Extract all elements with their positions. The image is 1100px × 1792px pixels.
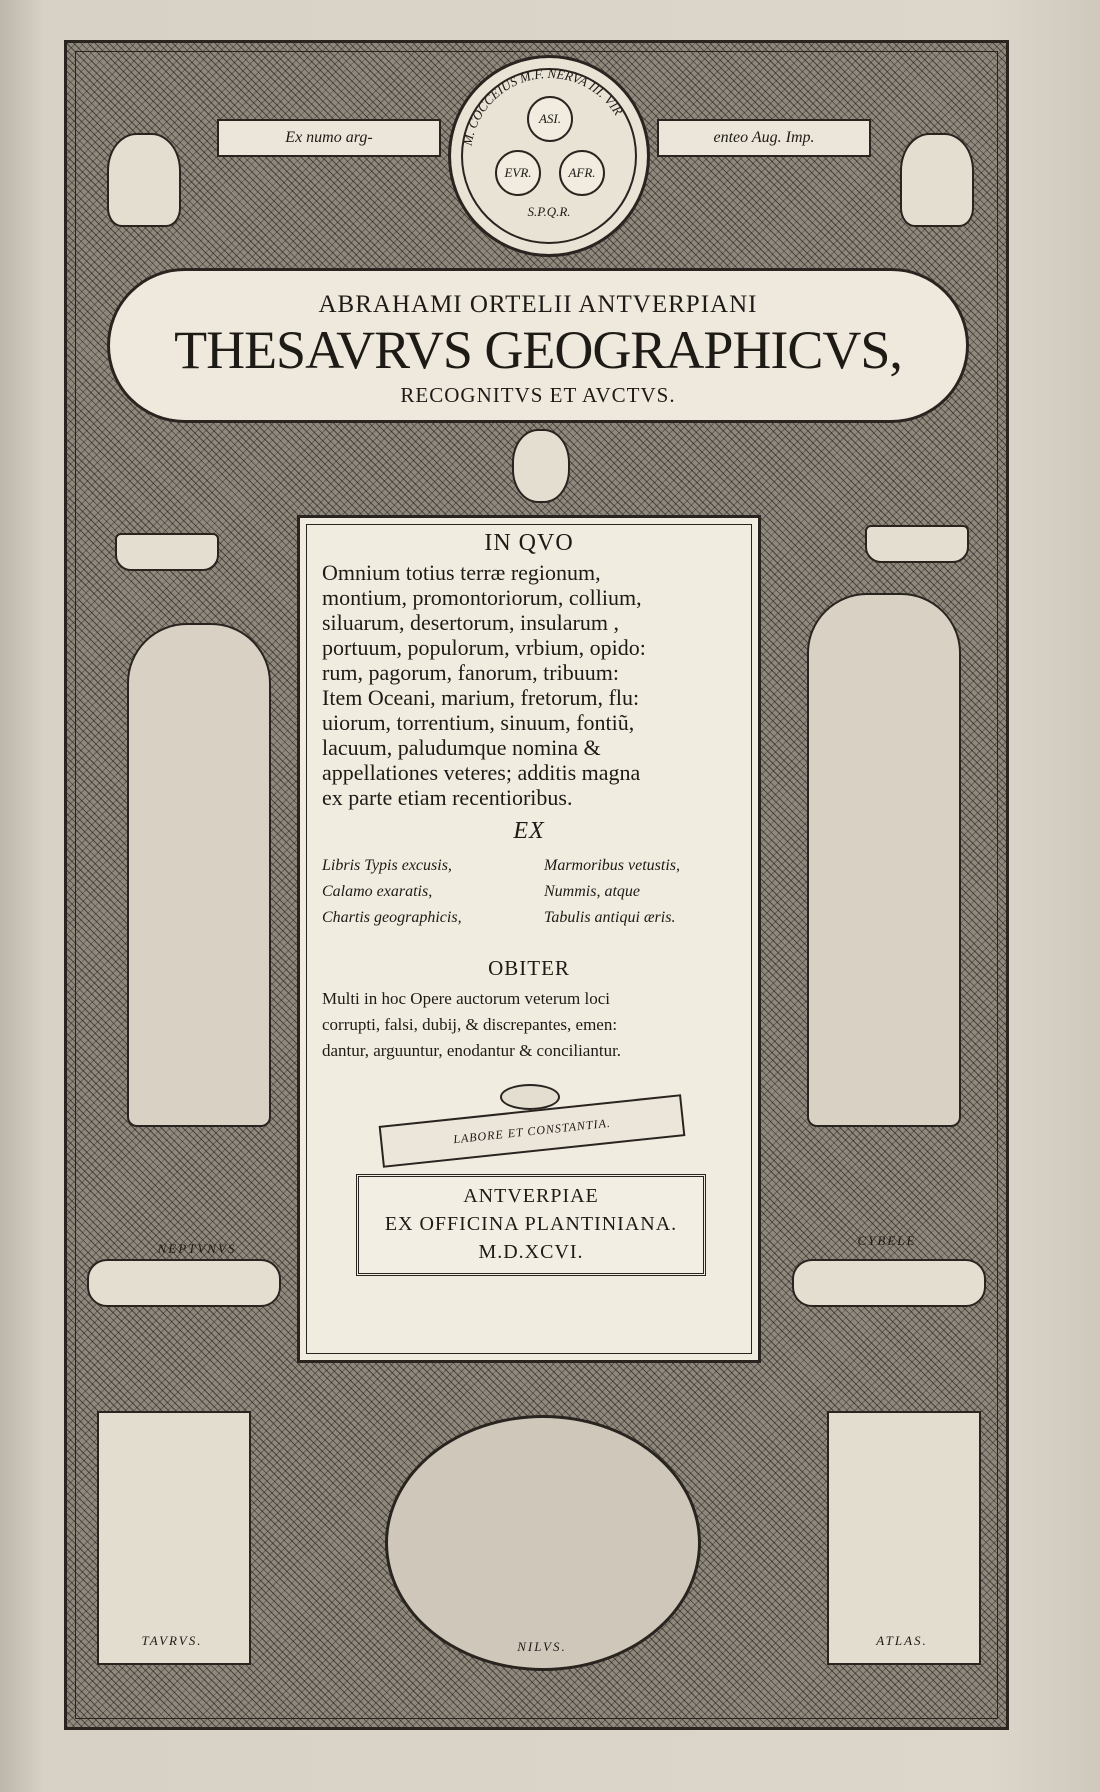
left-crown-ornament [115, 533, 219, 571]
roman-coin-medallion [448, 55, 650, 257]
ex-heading: EX [513, 818, 545, 844]
srcLeft-line: Chartis geographicis, [322, 909, 462, 926]
title-cartouche [107, 268, 969, 423]
srcRight-line: Marmoribus vetustis, [544, 857, 680, 874]
right-crown-ornament [865, 525, 969, 563]
bodyLines-line: appellationes veteres; additis magna [322, 760, 641, 785]
fleuron-ornament [500, 1084, 560, 1110]
atlas-panel [827, 1411, 981, 1665]
bodyLines-line: siluarum, desertorum, insularum , [322, 610, 619, 635]
medallion-legend-text: M. COCCEIUS M.F. NERVA III. VIR [459, 65, 627, 147]
bodyLines-line: ex parte etiam recentioribus. [322, 785, 573, 810]
bodyLines-line: uiorum, torrentium, sinuum, fontiũ, [322, 710, 635, 735]
coin-ribbon-right: enteo Aug. Imp. [657, 119, 871, 157]
coin-ribbon-left: Ex numo arg- [217, 119, 441, 157]
obiterLines-line: dantur, arguuntur, enodantur & conciliantur. [322, 1041, 622, 1060]
nile-label: NILVS. [517, 1639, 567, 1654]
neptune-figure [127, 623, 271, 1127]
medallion-spqr: S.P.Q.R. [527, 204, 571, 219]
medallion-legend [451, 58, 647, 254]
bodyLines-line: portuum, populorum, vrbium, opido: [322, 635, 646, 660]
srcLeft-line: Calamo exaratis, [322, 883, 433, 900]
left-pedestal-ornament [87, 1259, 281, 1307]
obiterLines-line: Multi in hoc Opere auctorum veterum loci [322, 989, 610, 1008]
in-quo-heading: IN QVO [484, 530, 574, 556]
srcRight-line: Nummis, atque [544, 883, 640, 900]
imprint-year: M.D.XCVI. [478, 1241, 584, 1263]
bodyLines-line: lacuum, paludumque nomina & [322, 735, 601, 760]
engraved-title-plate [64, 40, 1009, 1730]
book-title: THESAVRVS GEOGRAPHICVS, [174, 320, 902, 380]
atlas-label: ATLAS. [876, 1633, 928, 1648]
medallion-africa: AFR. [559, 150, 605, 196]
imprint-box [356, 1174, 706, 1276]
right-vase-ornament [900, 133, 974, 227]
author-line: ABRAHAMI ORTELII ANTVERPIANI [318, 291, 758, 318]
edition-line: RECOGNITVS ET AVCTVS. [400, 383, 676, 407]
right-pedestal-ornament [792, 1259, 986, 1307]
taurus-label: TAVRVS. [141, 1633, 203, 1648]
title-text-panel [297, 515, 761, 1363]
bodyLines-line: rum, pagorum, fanorum, tribuum: [322, 660, 619, 685]
bodyLines-line: Item Oceani, marium, fretorum, flu: [322, 685, 640, 710]
medallion-asia: ASI. [527, 96, 573, 142]
cybele-figure [807, 593, 961, 1127]
medallion-europe: EVR. [495, 150, 541, 196]
obiter-heading: OBITER [488, 956, 570, 980]
left-vase-ornament [107, 133, 181, 227]
grotesque-mask-ornament [512, 429, 570, 503]
neptune-label: NEPTVNVS [157, 1241, 237, 1256]
bodyLines-line: montium, promontoriorum, collium, [322, 585, 642, 610]
taurus-panel [97, 1411, 251, 1665]
imprint-printer: EX OFFICINA PLANTINIANA. [384, 1213, 678, 1235]
obiterLines-line: corrupti, falsi, dubij, & discrepantes, emen: [322, 1015, 618, 1034]
printer-motto-ribbon: LABORE ET CONSTANTIA. [379, 1094, 686, 1168]
bodyLines-line: Omnium totius terræ regionum, [322, 560, 601, 585]
imprint-city: ANTVERPIAE [463, 1185, 599, 1207]
cybele-label: CYBELE [857, 1233, 917, 1248]
srcRight-line: Tabulis antiqui æris. [544, 909, 676, 926]
nile-medallion [385, 1415, 701, 1671]
srcLeft-line: Libris Typis excusis, [322, 857, 452, 874]
